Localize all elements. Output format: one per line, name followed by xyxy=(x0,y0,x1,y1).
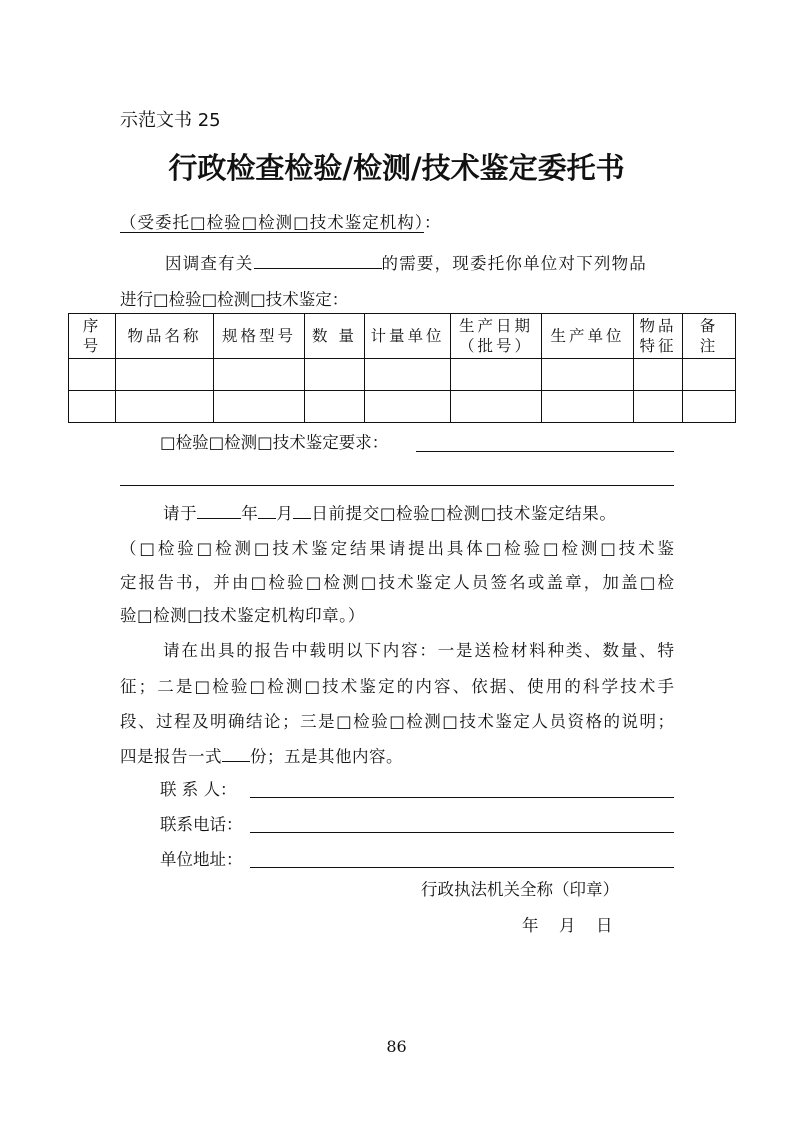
colon: ： xyxy=(424,213,441,232)
column-header xyxy=(69,314,116,359)
month-blank[interactable] xyxy=(258,502,276,519)
table-cell[interactable] xyxy=(305,359,365,391)
table-row xyxy=(69,359,736,391)
column-header-text: 规格型号 xyxy=(221,327,296,345)
column-header xyxy=(365,314,451,359)
table-cell[interactable] xyxy=(542,391,634,423)
column-header-text: 序 xyxy=(82,317,102,335)
year-blank[interactable] xyxy=(197,502,241,519)
column-header-text: 生产单位 xyxy=(550,327,625,345)
contact-person-field[interactable] xyxy=(250,797,674,798)
table-cell[interactable] xyxy=(451,391,542,423)
address-field[interactable] xyxy=(250,867,674,868)
column-header-text: 数 量 xyxy=(312,327,357,345)
content-line: 征；二是□检验□检测□技术鉴定的内容、依据、使用的科学技术手 xyxy=(120,677,674,696)
column-header xyxy=(451,314,542,359)
note-line: （□检验□检测□技术鉴定结果请提出具体□检验□检测□技术鉴 xyxy=(120,539,674,558)
copies-after: 份；五是其他内容。 xyxy=(250,747,403,766)
note-line: 定报告书，并由□检验□检测□技术鉴定人员签名或盖章，加盖□检 xyxy=(120,573,674,592)
table-cell[interactable] xyxy=(683,391,736,423)
content-line: 请在出具的报告中载明以下内容：一是送检材料种类、数量、特 xyxy=(163,641,674,660)
date-label: 年 月 日 xyxy=(522,916,615,935)
column-header xyxy=(305,314,365,359)
table-cell[interactable] xyxy=(542,359,634,391)
phone-field[interactable] xyxy=(250,832,674,833)
column-header xyxy=(214,314,305,359)
table-cell[interactable] xyxy=(634,391,683,423)
signature-label: 行政执法机关全称（印章） xyxy=(421,880,619,899)
table-row xyxy=(69,391,736,423)
phone-label: 联系电话： xyxy=(160,815,243,834)
requirements-label: □检验□检测□技术鉴定要求： xyxy=(160,433,389,452)
deadline-line xyxy=(163,502,617,525)
contact-person-label: 联 系 人： xyxy=(160,780,237,799)
note-line: 验□检测□技术鉴定机构印章。） xyxy=(120,606,365,625)
column-header-text: 号 xyxy=(82,337,102,355)
copies-blank[interactable] xyxy=(222,745,250,762)
column-header xyxy=(634,314,683,359)
column-header-text: 生产日期 xyxy=(458,317,533,335)
table-cell[interactable] xyxy=(365,359,451,391)
content-line: 段、过程及明确结论；三是□检验□检测□技术鉴定人员资格的说明； xyxy=(120,712,674,731)
year-label: 年 xyxy=(241,504,259,523)
intro-line xyxy=(165,252,647,275)
items-table xyxy=(68,313,736,423)
intro-before: 因调查有关 xyxy=(165,254,254,273)
case-blank[interactable] xyxy=(254,252,382,269)
table-cell[interactable] xyxy=(214,391,305,423)
table-cell[interactable] xyxy=(116,391,214,423)
table-cell[interactable] xyxy=(69,391,116,423)
document-title: 行政检查检验/检测/技术鉴定委托书 xyxy=(168,151,625,185)
addressee-line xyxy=(120,212,441,234)
table-cell[interactable] xyxy=(116,359,214,391)
requirements-blank[interactable] xyxy=(416,451,674,452)
table-cell[interactable] xyxy=(305,391,365,423)
table-cell[interactable] xyxy=(683,359,736,391)
column-header xyxy=(542,314,634,359)
day-blank[interactable] xyxy=(293,502,311,519)
column-header-text: 物品名称 xyxy=(127,327,202,345)
copies-before: 四是报告一式 xyxy=(120,747,222,766)
addressee-field[interactable]: （受委托□检验□检测□技术鉴定机构） xyxy=(120,213,425,232)
copies-line xyxy=(120,745,403,768)
column-header-text: 计量单位 xyxy=(370,327,445,345)
column-header-text: 物品特征 xyxy=(639,317,677,355)
intro-after: 的需要，现委托你单位对下列物品 xyxy=(381,254,647,273)
table-cell[interactable] xyxy=(634,359,683,391)
deadline-tail: 日前提交□检验□检测□技术鉴定结果。 xyxy=(311,504,617,523)
intro-line-2: 进行□检验□检测□技术鉴定： xyxy=(120,290,349,309)
requirements-blank-2[interactable] xyxy=(120,485,674,486)
document-label: 示范文书 25 xyxy=(120,110,221,131)
column-header xyxy=(116,314,214,359)
page-number: 86 xyxy=(386,1037,407,1056)
month-label: 月 xyxy=(276,504,294,523)
table-cell[interactable] xyxy=(365,391,451,423)
column-header-text: 备 xyxy=(699,317,719,335)
column-header-text: （批号） xyxy=(458,337,533,355)
column-header xyxy=(683,314,736,359)
table-cell[interactable] xyxy=(69,359,116,391)
table-cell[interactable] xyxy=(214,359,305,391)
address-label: 单位地址： xyxy=(160,850,243,869)
table-cell[interactable] xyxy=(451,359,542,391)
column-header-text: 注 xyxy=(699,337,719,355)
deadline-text: 请于 xyxy=(163,504,198,523)
